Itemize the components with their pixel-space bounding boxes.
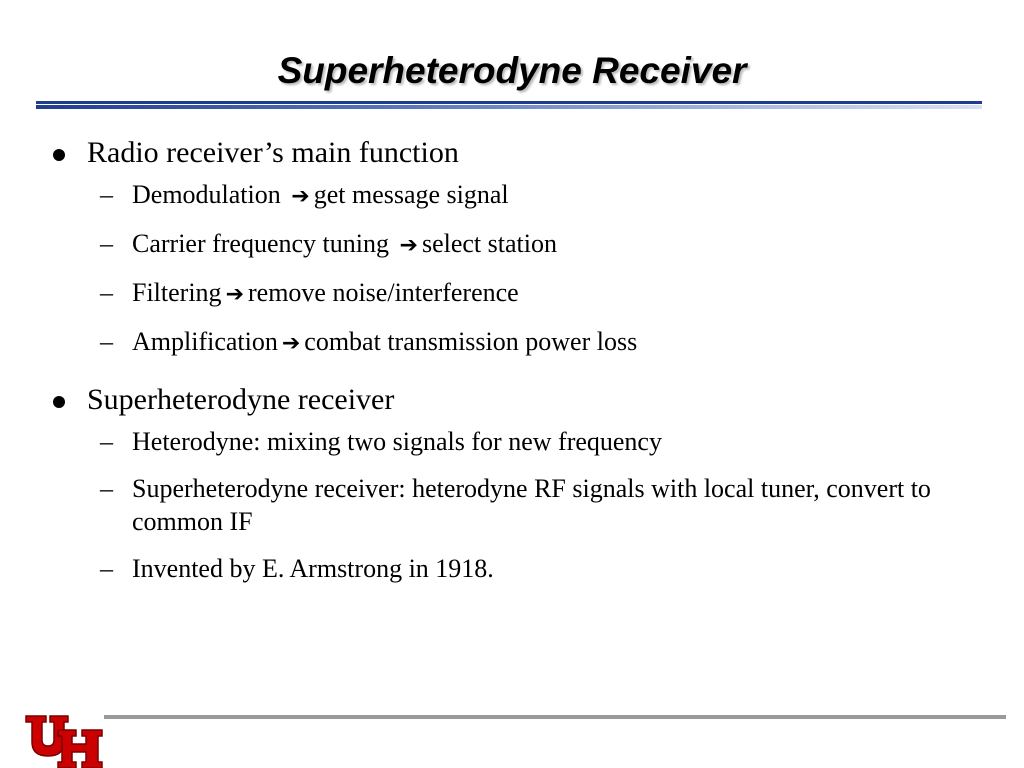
sub-bullet-text-before: Demodulation bbox=[132, 180, 288, 209]
sub-bullet-filtering bbox=[50, 276, 990, 311]
right-arrow-icon: ➔ bbox=[399, 233, 418, 258]
dash-icon: – bbox=[100, 554, 113, 583]
dash-icon: – bbox=[100, 474, 113, 503]
bullet-dot-icon bbox=[53, 149, 65, 161]
sub-bullet-invented bbox=[50, 552, 990, 585]
right-arrow-icon: ➔ bbox=[281, 331, 301, 356]
sub-bullet-text: Invented by E. Armstrong in 1918. bbox=[132, 554, 494, 583]
sub-bullet-text-after: remove noise/interference bbox=[248, 278, 519, 307]
sub-bullet-text: Heterodyne: mixing two signals for new frequency bbox=[132, 427, 662, 456]
right-arrow-icon: ➔ bbox=[291, 184, 310, 209]
dash-icon: – bbox=[100, 278, 113, 307]
footer-rule bbox=[104, 715, 1006, 719]
bullet-main-function bbox=[50, 134, 990, 172]
sub-bullet-text-after: combat transmission power loss bbox=[304, 327, 638, 356]
bullet-text: Radio receiver’s main function bbox=[87, 136, 459, 169]
dash-icon: – bbox=[100, 180, 113, 209]
sub-bullet-demodulation bbox=[50, 178, 990, 213]
sub-bullet-superheterodyne-def bbox=[50, 472, 990, 538]
bullet-group-main-function bbox=[50, 134, 990, 360]
title-underline-solid bbox=[36, 101, 982, 104]
sub-bullet-text-before: Carrier frequency tuning bbox=[132, 229, 396, 258]
dash-icon: – bbox=[100, 327, 113, 356]
slide-body bbox=[50, 134, 990, 593]
slide-title: Superheterodyne Receiver bbox=[277, 50, 747, 91]
dash-icon: – bbox=[100, 229, 113, 258]
sub-bullet-carrier-tuning bbox=[50, 227, 990, 262]
bullet-superheterodyne-receiver bbox=[50, 381, 990, 419]
sub-bullet-text-after: select station bbox=[421, 229, 557, 258]
bullet-group-superheterodyne bbox=[50, 381, 990, 585]
sub-bullet-text: Superheterodyne receiver: heterodyne RF signals with local tuner, convert to common IF bbox=[132, 474, 931, 536]
sub-bullet-text-before: Amplification bbox=[132, 327, 278, 356]
sub-bullet-text-after: get message signal bbox=[313, 180, 509, 209]
title-underline-gradient bbox=[36, 105, 982, 109]
university-logo-icon bbox=[24, 710, 104, 768]
dash-icon: – bbox=[100, 427, 113, 456]
sub-bullet-text-before: Filtering bbox=[132, 278, 222, 307]
right-arrow-icon: ➔ bbox=[225, 282, 244, 307]
sub-bullet-amplification bbox=[50, 325, 990, 360]
sub-bullet-heterodyne bbox=[50, 425, 990, 458]
bullet-dot-icon bbox=[53, 396, 65, 408]
bullet-text: Superheterodyne receiver bbox=[87, 383, 395, 416]
title-underline bbox=[36, 101, 982, 110]
